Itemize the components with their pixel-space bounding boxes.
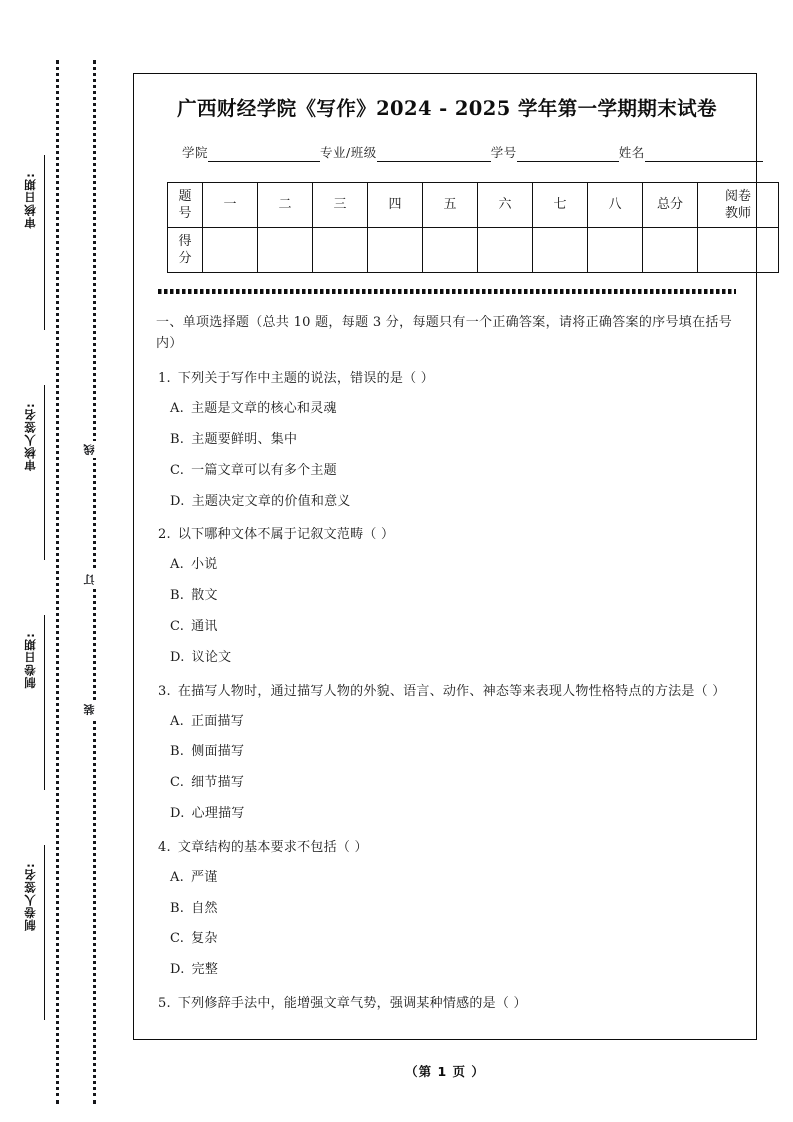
score-table-col-6: 六 [478, 183, 533, 228]
student-info-college-input[interactable] [208, 148, 320, 162]
score-table-col-5: 五 [423, 183, 478, 228]
exam-paper-frame [133, 73, 757, 1040]
option-text: 主题决定文章的价值和意义 [191, 493, 351, 509]
option-key: A. [170, 557, 185, 573]
student-info-college [182, 143, 320, 162]
student-info-major-input[interactable] [377, 148, 491, 162]
score-table-row-label-score: 得 分 [168, 228, 203, 273]
section-separator [158, 289, 736, 294]
option-text: 散文 [191, 588, 218, 604]
question-stem [156, 837, 732, 858]
option-key: B. [170, 744, 185, 760]
question-stem [156, 368, 732, 389]
score-cell-marker[interactable] [698, 228, 779, 273]
score-table-col-2: 二 [258, 183, 313, 228]
option-key: D. [170, 649, 185, 665]
question-number: 1. [158, 371, 171, 387]
student-info-major [320, 143, 491, 162]
student-info-sid-label: 学号 [490, 145, 517, 160]
score-table-wrapper [156, 182, 751, 273]
option-text: 正面描写 [191, 713, 245, 729]
option-key: A. [170, 869, 185, 885]
question-option[interactable] [156, 742, 732, 763]
student-info-major-label: 专业/班级 [320, 145, 377, 160]
question-option[interactable] [156, 555, 732, 576]
question-body [156, 312, 738, 1014]
question-number: 2. [158, 527, 171, 543]
section-heading: 一、单项选择题（总共 10 题，每题 3 分，每题只有一个正确答案，请将正确答案的序号填在括号内） [156, 315, 732, 352]
question-option[interactable] [156, 804, 732, 825]
score-table-col-marker: 阅卷 教师 [698, 183, 779, 228]
question-number: 3. [158, 683, 171, 699]
question-option[interactable] [156, 773, 732, 794]
student-info-college-label: 学院 [182, 145, 209, 160]
score-cell-2[interactable] [258, 228, 313, 273]
margin-label-reviewer-signature: 审核人签名: [23, 402, 37, 472]
question-option[interactable] [156, 461, 732, 482]
seam-char-ding: 订 [82, 571, 106, 588]
option-key: A. [170, 401, 185, 417]
question-option[interactable] [156, 399, 732, 420]
option-key: D. [170, 962, 185, 978]
question-number: 4. [158, 839, 171, 855]
score-cell-1[interactable] [203, 228, 258, 273]
question-option[interactable] [156, 586, 732, 607]
score-cell-8[interactable] [588, 228, 643, 273]
question-text: 文章结构的基本要求不包括（ ） [177, 839, 368, 855]
question-text: 下列关于写作中主题的说法，错误的是（ ） [177, 371, 435, 387]
option-key: B. [170, 588, 185, 604]
student-info-name-label: 姓名 [618, 145, 645, 160]
question-option[interactable] [156, 929, 732, 950]
question-option[interactable] [156, 430, 732, 451]
margin-label-review-date: 审核日期: [23, 172, 37, 229]
question-stem [156, 681, 732, 702]
option-text: 完整 [191, 962, 219, 978]
score-cell-7[interactable] [533, 228, 588, 273]
option-text: 小说 [191, 557, 218, 573]
score-cell-3[interactable] [313, 228, 368, 273]
option-key: B. [170, 900, 185, 916]
question-stem [156, 524, 732, 545]
option-text: 主题要鲜明、集中 [191, 431, 298, 447]
option-key: B. [170, 431, 185, 447]
score-table-col-total: 总分 [643, 183, 698, 228]
question-option[interactable] [156, 712, 732, 733]
option-text: 主题是文章的核心和灵魂 [191, 401, 337, 417]
question-text: 以下哪种文体不属于记叙文范畴（ ） [177, 527, 395, 543]
option-text: 一篇文章可以有多个主题 [191, 462, 337, 478]
option-key: A. [170, 713, 185, 729]
option-key: D. [170, 493, 185, 509]
question-option[interactable] [156, 648, 732, 669]
student-info-sid [491, 143, 619, 162]
margin-label-producer-signature: 制卷人签名: [23, 862, 37, 932]
option-text: 细节描写 [191, 775, 245, 791]
score-cell-5[interactable] [423, 228, 478, 273]
score-table-header-row [168, 183, 779, 228]
seam-char-xian: 线 [82, 441, 106, 458]
question-option[interactable] [156, 868, 732, 889]
option-key: C. [170, 462, 185, 478]
score-table-body-row [168, 228, 779, 273]
student-info-row [156, 143, 738, 162]
option-text: 严谨 [191, 869, 218, 885]
student-info-name [619, 143, 763, 162]
question-text: 下列修辞手法中，能增强文章气势，强调某种情感的是（ ） [177, 996, 527, 1012]
score-table-col-4: 四 [368, 183, 423, 228]
option-key: C. [170, 618, 185, 634]
question-text: 在描写人物时，通过描写人物的外貌、语言、动作、神态等来表现人物性格特点的方法是（ ） [177, 683, 726, 699]
option-key: C. [170, 931, 185, 947]
student-info-sid-input[interactable] [517, 148, 619, 162]
question-option[interactable] [156, 899, 732, 920]
question-number: 5. [158, 996, 171, 1012]
question-stem [156, 993, 732, 1014]
option-key: D. [170, 806, 185, 821]
score-table-col-8: 八 [588, 183, 643, 228]
page-footer: （第 1 页 ） [405, 1064, 485, 1079]
option-text: 复杂 [191, 931, 218, 947]
score-table-col-1: 一 [203, 183, 258, 228]
binding-margin [0, 0, 133, 1122]
question-option[interactable] [156, 617, 732, 638]
score-cell-total[interactable] [643, 228, 698, 273]
margin-label-produce-date: 制卷日期: [23, 632, 37, 689]
question-option[interactable] [156, 492, 732, 513]
option-text: 自然 [191, 900, 218, 916]
option-text: 侧面描写 [191, 744, 245, 760]
score-table-col-3: 三 [313, 183, 368, 228]
student-info-name-input[interactable] [645, 148, 763, 162]
question-option[interactable] [156, 960, 732, 981]
option-key: C. [170, 775, 185, 791]
seam-char-zhuang: 装 [82, 701, 106, 718]
page-title: 广西财经学院《写作》2024 - 2025 学年第一学期期末试卷 [177, 97, 717, 120]
score-cell-4[interactable] [368, 228, 423, 273]
score-cell-6[interactable] [478, 228, 533, 273]
score-table [167, 182, 779, 273]
option-text: 心理描写 [191, 806, 245, 821]
score-table-col-7: 七 [533, 183, 588, 228]
score-table-row-label-number: 题 号 [168, 183, 203, 228]
option-text: 议论文 [191, 649, 232, 665]
option-text: 通讯 [191, 618, 218, 634]
